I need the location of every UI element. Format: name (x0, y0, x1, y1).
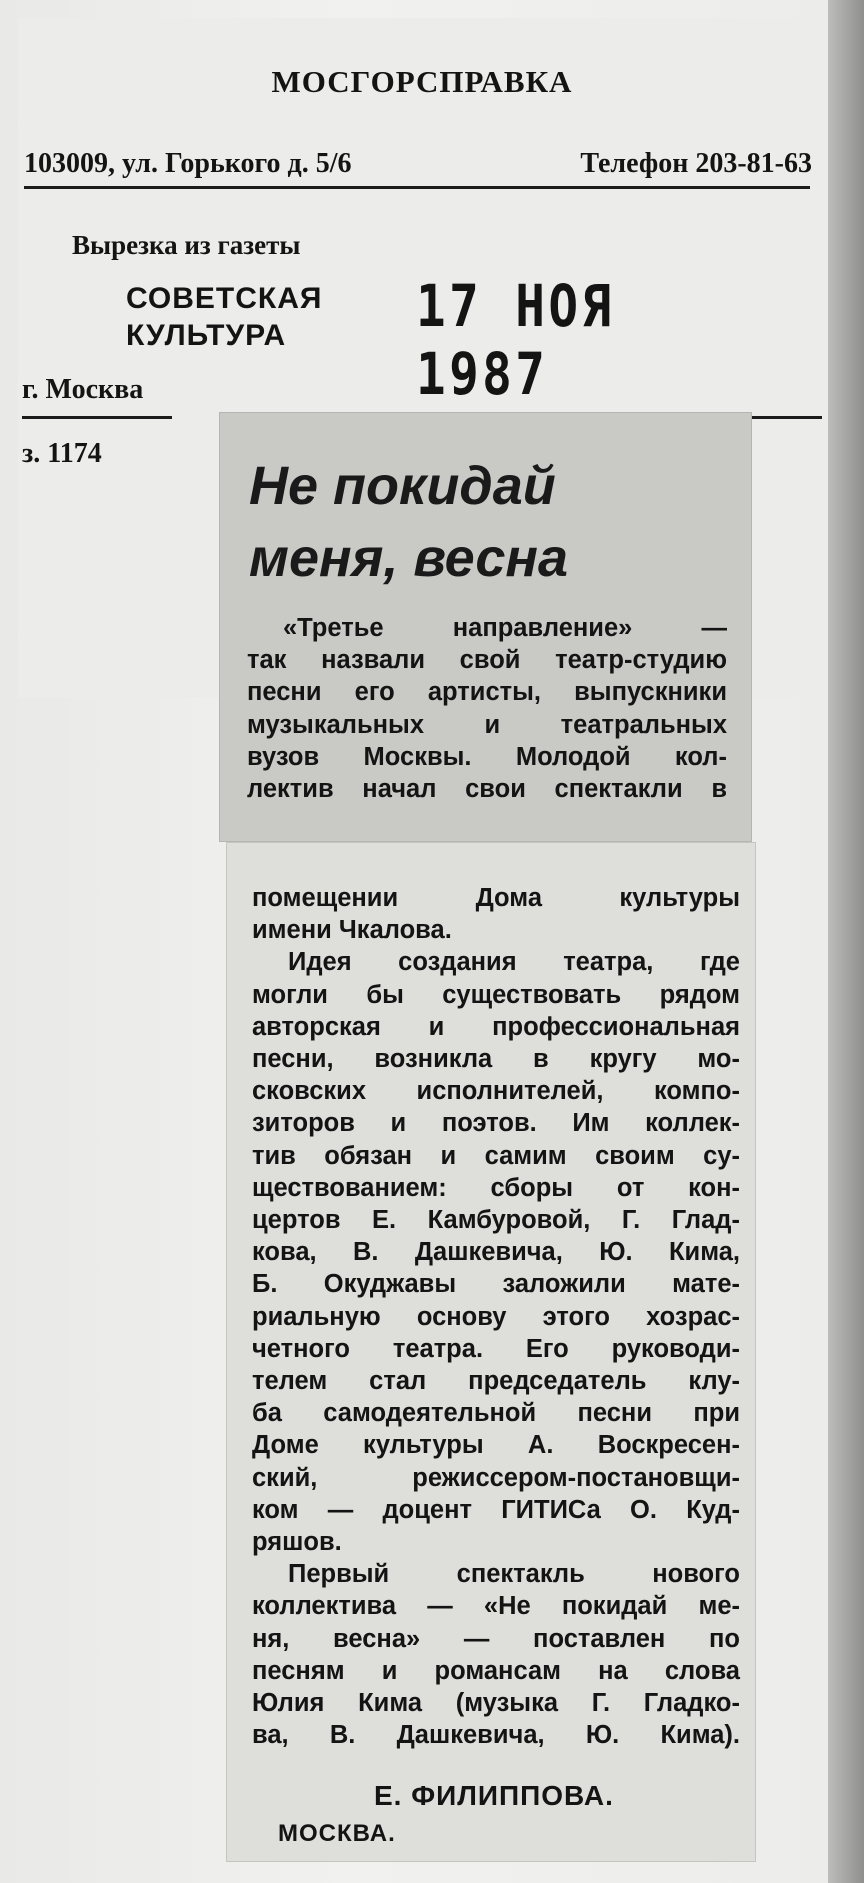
headline-line-1: Не покидай (249, 456, 556, 516)
agency-address: 103009, ул. Горького д. 5/6 (24, 148, 352, 179)
newspaper-name-line-2: КУЛЬТУРА (126, 319, 287, 352)
article-column-bottom (252, 882, 740, 1751)
text-line: песням и романсам на слова (252, 1656, 740, 1685)
newspaper-name (126, 280, 322, 354)
author-signature: Е. ФИЛИППОВА. (374, 1780, 614, 1811)
article-headline (249, 450, 568, 594)
text-line: риальную основу этого хозрас- (252, 1302, 740, 1331)
clipping-part-bottom (226, 842, 756, 1862)
text-line: телем стал председатель клу- (252, 1367, 740, 1396)
header-rule (24, 186, 810, 189)
text-line: «Третье направление» — (283, 614, 727, 642)
text-line: Доме культуры А. Воскресен- (252, 1431, 740, 1460)
agency-name: МОСГОРСПРАВКА (271, 64, 573, 99)
clipping-part-top (219, 412, 752, 842)
text-line: коллектива — «Не покидай ме- (252, 1592, 740, 1621)
text-line: ба самодеятельной песни при (252, 1399, 740, 1428)
text-line: авторская и профессиональная (252, 1012, 740, 1041)
text-line: тив обязан и самим своим су- (252, 1141, 740, 1170)
text-line: имени Чкалова. (252, 916, 452, 945)
text-line: песни его артисты, выпускники (247, 678, 727, 707)
text-line: так назвали свой театр-студию (247, 646, 727, 675)
text-line: Юлия Кима (музыка Г. Гладко- (252, 1689, 740, 1718)
headline-line-2: меня, весна (249, 528, 569, 588)
text-line: вузов Москвы. Молодой кол- (247, 742, 727, 771)
clipping-number: з. 1174 (22, 438, 102, 469)
text-line: ва, В. Дашкевича, Ю. Кима). (252, 1721, 740, 1750)
article-column-top (247, 612, 727, 805)
text-line: четного театра. Его руководи- (252, 1334, 740, 1363)
city-label: г. Москва (22, 374, 144, 405)
text-line: зиторов и поэтов. Им коллек- (252, 1109, 740, 1138)
author-city: МОСКВА. (278, 1820, 396, 1847)
agency-phone: Телефон 203-81-63 (580, 148, 812, 179)
city-rule (22, 416, 172, 419)
text-line: могли бы существовать рядом (252, 980, 740, 1009)
text-line: песни, возникла в кругу мо- (252, 1045, 740, 1074)
text-line: ком — доцент ГИТИСа О. Куд- (252, 1495, 740, 1524)
text-line: музыкальных и театральных (247, 710, 727, 739)
text-line: ществованием: сборы от кон- (252, 1173, 740, 1202)
text-line: Б. Окуджавы заложили мате- (252, 1270, 740, 1299)
clipping-label: Вырезка из газеты (72, 230, 301, 260)
date-stamp: 17 НОЯ 1987 (416, 272, 615, 408)
text-line: Первый спектакль нового (288, 1560, 740, 1589)
text-line: цертов Е. Камбуровой, Г. Глад- (252, 1206, 740, 1235)
text-line: ня, весна» — поставлен по (252, 1624, 740, 1653)
newspaper-name-line-1: СОВЕТСКАЯ (126, 282, 323, 315)
text-line: сковских исполнителей, компо- (252, 1077, 740, 1106)
text-line: кова, В. Дашкевича, Ю. Кима, (252, 1238, 740, 1267)
text-line: помещении Дома культуры (252, 884, 740, 912)
page-edge-shadow (828, 0, 864, 1883)
text-line: ряшов. (252, 1528, 342, 1557)
text-line: лектив начал свои спектакли в (247, 775, 727, 804)
text-line: Идея создания театра, где (288, 948, 740, 977)
text-line: ский, режиссером-постановщи- (252, 1463, 740, 1492)
